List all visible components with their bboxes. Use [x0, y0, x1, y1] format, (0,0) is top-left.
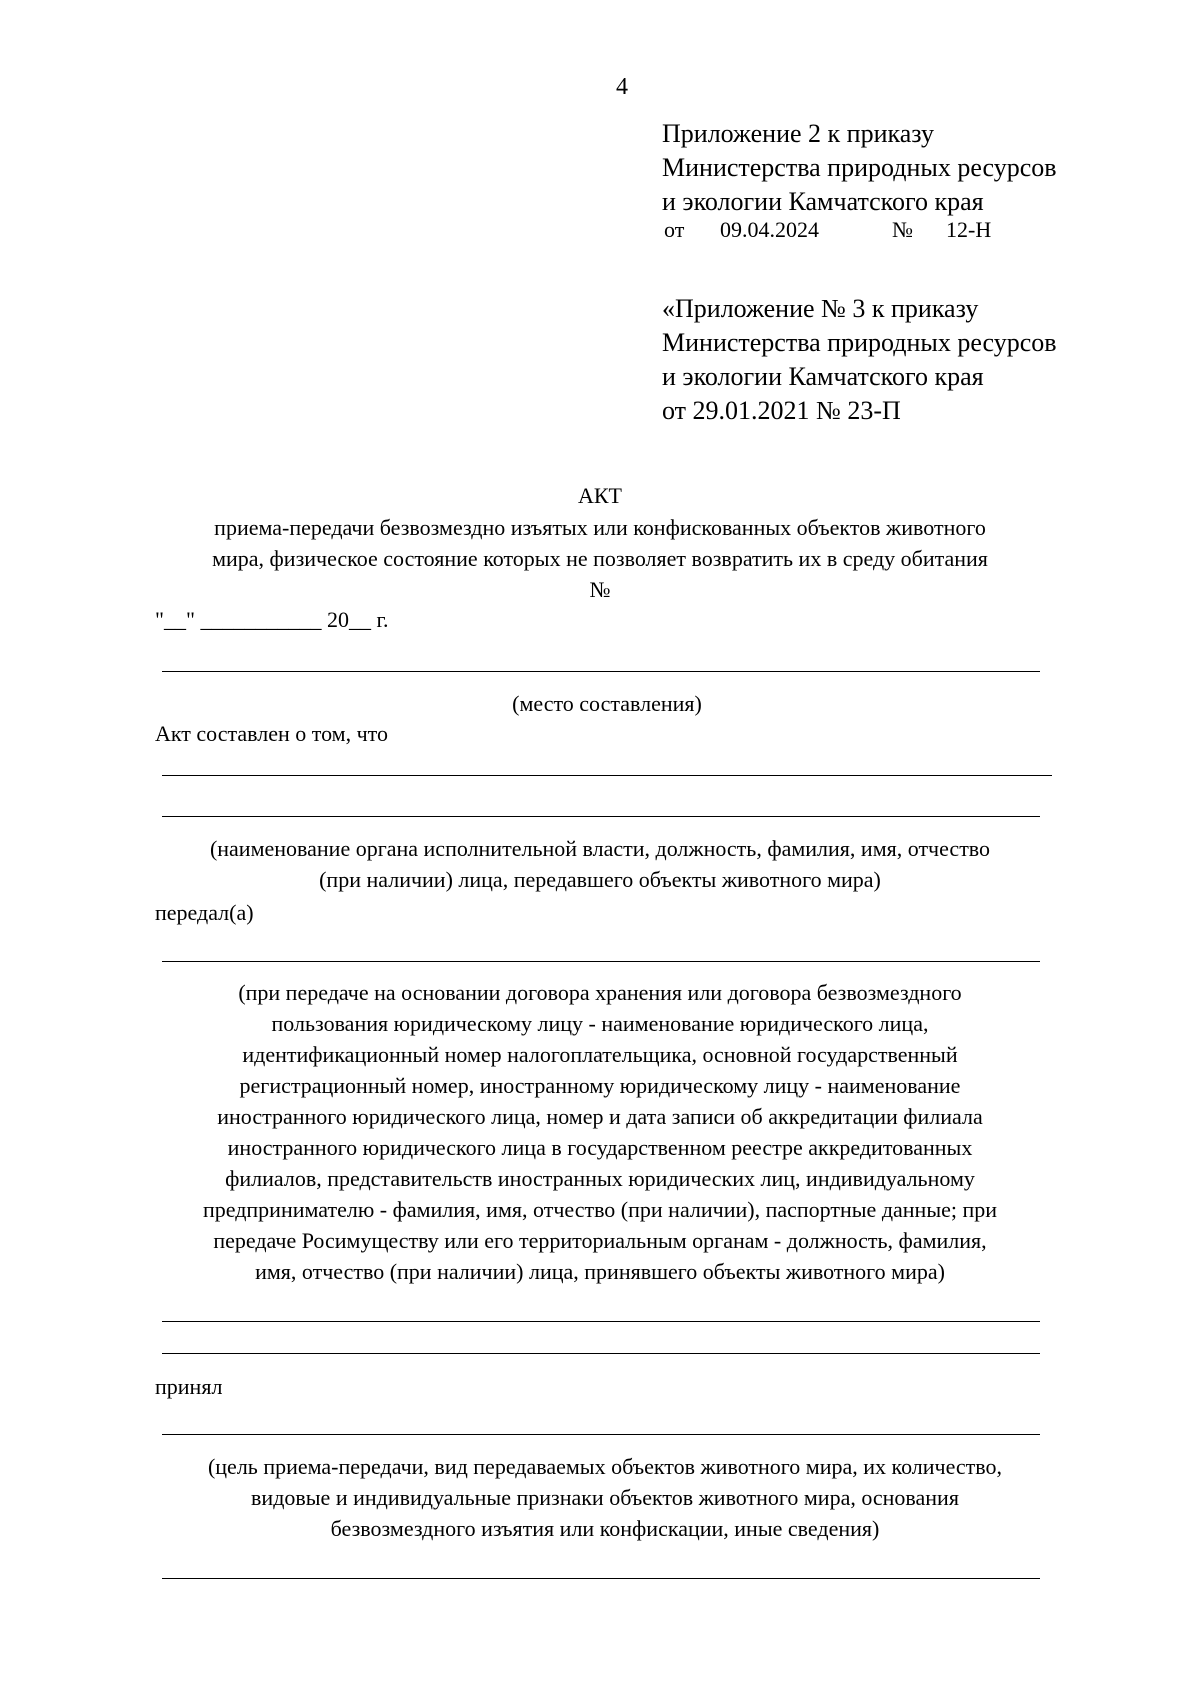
act-composed-label: Акт составлен о том, что [155, 721, 388, 746]
appendix-header-line: и экологии Камчатского края [662, 187, 984, 216]
order-number-sign: № [892, 217, 913, 242]
recipient-blank-line-2 [162, 1321, 1040, 1322]
accepted-label: принял [155, 1374, 223, 1399]
act-number-sign: № [589, 577, 611, 602]
act-subtitle-line: приема-передачи безвозмездно изъятых или конфискованных объектов животного [214, 515, 986, 540]
recipient-caption-line: регистрационный номер, иностранному юридическому лицу - наименование [239, 1073, 961, 1098]
original-appendix-line: Министерства природных ресурсов [662, 328, 1057, 357]
place-caption: (место составления) [512, 691, 702, 716]
original-appendix-line: и экологии Камчатского края [662, 362, 984, 391]
recipient-caption-line: идентификационный номер налогоплательщика, основной государственный [242, 1042, 958, 1067]
recipient-blank-line [162, 961, 1040, 962]
recipient-caption [150, 977, 1050, 1287]
order-date: 09.04.2024 [720, 217, 819, 242]
recipient-caption-line: предпринимателю - фамилия, имя, отчество (при наличии), паспортные данные; при [202, 1197, 998, 1222]
transferor-caption-line: (наименование органа исполнительной власти, должность, фамилия, имя, отчество [209, 836, 991, 861]
recipient-caption-line: пользования юридическому лицу - наименование юридического лица, [271, 1011, 929, 1036]
bottom-blank-line [162, 1578, 1040, 1579]
place-blank-line [162, 671, 1040, 672]
order-number: 12-Н [946, 217, 992, 242]
purpose-caption-line: видовые и индивидуальные признаки объектов животного мира, основания [251, 1485, 959, 1510]
recipient-caption-line: филиалов, представительств иностранных юридических лиц, индивидуальному [225, 1166, 975, 1191]
page-number: 4 [616, 74, 628, 100]
transferor-blank-line-1 [162, 775, 1052, 776]
act-date-line: "__" ___________ 20__ г. [155, 607, 389, 632]
transferor-blank-line-2 [162, 816, 1040, 817]
act-subtitle-line: мира, физическое состояние которых не позволяет возвратить их в среду обитания [212, 546, 988, 571]
act-title: АКТ [578, 483, 622, 508]
purpose-caption-line: (цель приема-передачи, вид передаваемых объектов животного мира, их количество, [207, 1454, 1003, 1479]
purpose-caption [140, 1451, 1070, 1544]
order-from-label: от [664, 217, 685, 242]
recipient-blank-line-3 [162, 1353, 1040, 1354]
recipient-caption-line: иностранного юридического лица в государственном реестре аккредитованных [227, 1135, 973, 1160]
purpose-caption-line: безвозмездного изъятия или конфискации, иные сведения) [330, 1516, 880, 1541]
original-appendix-line: «Приложение № 3 к приказу [662, 294, 979, 323]
transferred-label: передал(а) [155, 900, 254, 925]
recipient-caption-line: иностранного юридического лица, номер и дата записи об аккредитации филиала [217, 1104, 983, 1129]
transferor-caption-line: (при наличии) лица, передавшего объекты животного мира) [319, 867, 881, 892]
recipient-caption-line: (при передаче на основании договора хранения или договора безвозмездного [238, 980, 962, 1005]
recipient-caption-line: имя, отчество (при наличии) лица, принявшего объекты животного мира) [255, 1259, 945, 1284]
purpose-blank-line [162, 1434, 1040, 1435]
original-appendix-header [662, 292, 1057, 428]
appendix-header-line: Приложение 2 к приказу [662, 119, 935, 148]
appendix-header [662, 117, 1057, 219]
original-appendix-line: от 29.01.2021 № 23-П [662, 396, 901, 425]
transferor-caption [150, 833, 1050, 895]
appendix-header-line: Министерства природных ресурсов [662, 153, 1057, 182]
recipient-caption-line: передаче Росимуществу или его территориальным органам - должность, фамилия, [213, 1228, 987, 1253]
